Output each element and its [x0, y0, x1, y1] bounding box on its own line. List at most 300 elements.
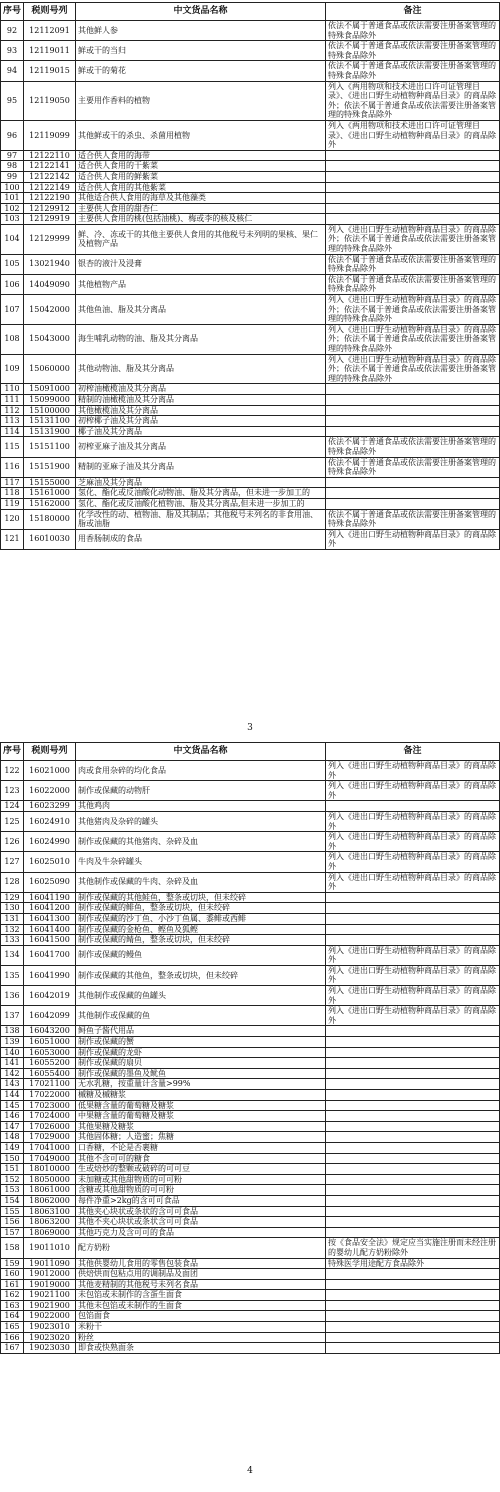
table-row — [1, 1037, 500, 1048]
cell-name: 初榨油橄榄油及其分离品 — [76, 384, 326, 395]
cell-note: 按《食品安全法》规定应当实施注册而未经注册的婴幼儿配方奶粉除外 — [326, 1238, 500, 1258]
cell-no: 160 — [1, 1269, 24, 1280]
cell-code: 13021940 — [24, 254, 76, 274]
cell-name: 即食或快熟面条 — [76, 1343, 326, 1354]
cell-code: 12119099 — [24, 120, 76, 150]
cell-code: 19021100 — [24, 1290, 76, 1301]
cell-name: 其他植物产品 — [76, 274, 326, 294]
cell-code: 17023000 — [24, 1100, 76, 1111]
cell-name: 用香肠制成的食品 — [76, 529, 326, 549]
header-no: 序号 — [1, 743, 24, 761]
table-row — [1, 1026, 500, 1037]
cell-code: 17049000 — [24, 1153, 76, 1164]
cell-code: 15099000 — [24, 394, 76, 405]
cell-note — [326, 924, 500, 935]
table-row — [1, 1132, 500, 1143]
cell-no: 99 — [1, 171, 24, 182]
cell-note — [326, 203, 500, 214]
cell-note: 依法不属于普通食品或依法需要注册备案管理的特殊食品除外 — [326, 509, 500, 529]
table-row — [1, 1311, 500, 1322]
cell-note: 列入《进出口野生动植物种商品目录》的商品除外 — [326, 761, 500, 781]
cell-name: 鲜或干的菊花 — [76, 61, 326, 81]
cell-name: 其他猪肉及杂碎的罐头 — [76, 811, 326, 831]
cell-note — [326, 171, 500, 182]
table-row — [1, 498, 500, 509]
cell-code: 16022000 — [24, 781, 76, 801]
table-row — [1, 1322, 500, 1333]
table-row — [1, 274, 500, 294]
table-row — [1, 1047, 500, 1058]
cell-no: 131 — [1, 913, 24, 924]
cell-no: 138 — [1, 1026, 24, 1037]
cell-code: 15131900 — [24, 426, 76, 437]
table-row — [1, 529, 500, 549]
cell-note: 列入《进出口野生动植物种商品目录》的商品除外；依法不属于普通食品或依法需要注册备案管理的特殊食品除外 — [326, 324, 500, 354]
cell-code: 19012000 — [24, 1269, 76, 1280]
cell-note: 依法不属于普通食品或依法需要注册备案管理的特殊食品除外 — [326, 274, 500, 294]
cell-note: 列入《进出口野生动植物种商品目录》的商品除外；依法不属于普通食品或依法需要注册备案管理的特殊食品除外 — [326, 224, 500, 254]
cell-name: 其他不含可可的糖食 — [76, 1153, 326, 1164]
cell-name: 精制的油橄榄油及其分离品 — [76, 394, 326, 405]
cell-note — [326, 1153, 500, 1164]
table-row — [1, 426, 500, 437]
cell-note: 依法不属于普通食品或依法需要注册备案管理的特殊食品除外 — [326, 457, 500, 477]
cell-note: 特殊医学用途配方食品除外 — [326, 1258, 500, 1269]
cell-code: 16041300 — [24, 913, 76, 924]
cell-name: 供焙烘而包粘点用的调制品及面团 — [76, 1269, 326, 1280]
cell-name: 初榨椰子油及其分离品 — [76, 416, 326, 427]
cell-code: 16041700 — [24, 945, 76, 965]
cell-no: 105 — [1, 254, 24, 274]
cell-code: 15131100 — [24, 416, 76, 427]
cell-name: 制作或保藏的金枪鱼、鲣鱼及狐鲣 — [76, 924, 326, 935]
cell-name: 其他橄榄油及其分离品 — [76, 405, 326, 416]
table-row — [1, 1068, 500, 1079]
cell-no: 143 — [1, 1079, 24, 1090]
cell-code: 19022000 — [24, 1311, 76, 1322]
cell-name: 主要供人食用的桃(包括油桃)、梅或李的核及核仁 — [76, 214, 326, 225]
cell-no: 133 — [1, 935, 24, 946]
table-row — [1, 1343, 500, 1354]
table-row — [1, 61, 500, 81]
cell-name: 制作或保藏的龙虾 — [76, 1047, 326, 1058]
cell-name: 其他鲜人参 — [76, 21, 326, 41]
cell-code: 12119050 — [24, 81, 76, 120]
table-row — [1, 81, 500, 120]
table-row — [1, 872, 500, 892]
table-row — [1, 1195, 500, 1206]
cell-name: 含糖或其他甜物质的可可粉 — [76, 1185, 326, 1196]
header-code: 税则号列 — [24, 743, 76, 761]
page-number: 4 — [247, 1466, 253, 1476]
cell-code: 16051000 — [24, 1037, 76, 1048]
table-row — [1, 811, 500, 831]
cell-no: 113 — [1, 416, 24, 427]
cell-name: 制作或保藏的沙丁鱼、小沙丁鱼属、黍鲱或西鲱 — [76, 913, 326, 924]
cell-note — [326, 488, 500, 499]
cell-name: 海生哺乳动物的油、脂及其分离品 — [76, 324, 326, 354]
cell-code: 18063100 — [24, 1206, 76, 1217]
cell-note — [326, 1185, 500, 1196]
cell-note: 列入《进出口野生动植物种商品目录》的商品除外 — [326, 945, 500, 965]
table-row — [1, 801, 500, 812]
cell-note — [326, 1142, 500, 1153]
cell-no: 140 — [1, 1047, 24, 1058]
cell-no: 101 — [1, 193, 24, 204]
table-row — [1, 324, 500, 354]
cell-note — [326, 935, 500, 946]
table-row — [1, 203, 500, 214]
cell-code: 18062000 — [24, 1195, 76, 1206]
cell-code: 12112091 — [24, 21, 76, 41]
cell-no: 125 — [1, 811, 24, 831]
table-row — [1, 41, 500, 61]
cell-code: 15162000 — [24, 498, 76, 509]
cell-name: 其他动物油、脂及其分离品 — [76, 354, 326, 384]
cell-note — [326, 1322, 500, 1333]
cell-note — [326, 1332, 500, 1343]
table-row — [1, 924, 500, 935]
cell-note: 列入《两用物项和技术进出口许可证管理目录》、《进出口野生动植物种商品目录》的商品除外；依法不属于普通食品或依法需要注册备案管理的特殊食品除外 — [326, 81, 500, 120]
cell-code: 16041990 — [24, 965, 76, 985]
table-row — [1, 1142, 500, 1153]
cell-no: 110 — [1, 384, 24, 395]
cell-name: 椰子油及其分离品 — [76, 426, 326, 437]
cell-name: 氢化、酯化或反油酸化动物油、脂及其分离品，但未进一步加工的 — [76, 488, 326, 499]
cell-note — [326, 477, 500, 488]
cell-name: 制作或保藏的鲭鱼，整条或切块，但未绞碎 — [76, 935, 326, 946]
cell-note — [326, 1195, 500, 1206]
table-row — [1, 150, 500, 161]
cell-code: 12129919 — [24, 214, 76, 225]
cell-name: 其他制作或保藏的鱼罐头 — [76, 986, 326, 1006]
cell-no: 108 — [1, 324, 24, 354]
cell-no: 100 — [1, 182, 24, 193]
cell-no: 127 — [1, 852, 24, 872]
cell-name: 其他鲜或干的杀虫、杀菌用植物 — [76, 120, 326, 150]
cell-no: 109 — [1, 354, 24, 384]
cell-note — [326, 498, 500, 509]
table-row — [1, 1185, 500, 1196]
cell-no: 121 — [1, 529, 24, 549]
cell-code: 15100000 — [24, 405, 76, 416]
cell-note — [326, 1121, 500, 1132]
cell-note: 列入《进出口野生动植物种商品目录》的商品除外 — [326, 1006, 500, 1026]
cell-no: 118 — [1, 488, 24, 499]
cell-code: 16053000 — [24, 1047, 76, 1058]
cell-code: 16055200 — [24, 1058, 76, 1069]
cell-code: 19019000 — [24, 1279, 76, 1290]
cell-code: 16021000 — [24, 761, 76, 781]
cell-code: 15151900 — [24, 457, 76, 477]
cell-code: 17029000 — [24, 1132, 76, 1143]
cell-note: 列入《进出口野生动植物种商品目录》的商品除外；依法不属于普通食品或依法需要注册备案管理的特殊食品除外 — [326, 354, 500, 384]
cell-name: 适合供人食用的海带 — [76, 150, 326, 161]
cell-no: 157 — [1, 1227, 24, 1238]
table-row — [1, 1006, 500, 1026]
table-row — [1, 892, 500, 903]
cell-name: 其他固体糖；人造蜜；焦糖 — [76, 1132, 326, 1143]
cell-code: 17026000 — [24, 1121, 76, 1132]
cell-no: 137 — [1, 1006, 24, 1026]
cell-code: 16025010 — [24, 852, 76, 872]
cell-code: 16023299 — [24, 801, 76, 812]
cell-note: 列入《进出口野生动植物种商品目录》的商品除外 — [326, 781, 500, 801]
cell-no: 167 — [1, 1343, 24, 1354]
cell-code: 14049090 — [24, 274, 76, 294]
cell-name: 制作或保藏的蟹 — [76, 1037, 326, 1048]
cell-no: 165 — [1, 1322, 24, 1333]
cell-name: 适合供人食用的鲜紫菜 — [76, 171, 326, 182]
cell-no: 106 — [1, 274, 24, 294]
cell-note: 依法不属于普通食品或依法需要注册备案管理的特殊食品除外 — [326, 21, 500, 41]
cell-code: 17021100 — [24, 1079, 76, 1090]
cell-no: 104 — [1, 224, 24, 254]
table-row — [1, 416, 500, 427]
table-row — [1, 224, 500, 254]
cell-code: 18010000 — [24, 1164, 76, 1175]
table-row — [1, 1269, 500, 1280]
cell-code: 16041500 — [24, 935, 76, 946]
table-row — [1, 1290, 500, 1301]
table-row — [1, 832, 500, 852]
cell-no: 148 — [1, 1132, 24, 1143]
cell-code: 15042000 — [24, 295, 76, 325]
table-row — [1, 852, 500, 872]
cell-no: 162 — [1, 1290, 24, 1301]
cell-note — [326, 426, 500, 437]
cell-name: 中果糖含量的葡萄糖及糖浆 — [76, 1111, 326, 1122]
cell-no: 116 — [1, 457, 24, 477]
header-code: 税则号列 — [24, 3, 76, 21]
cell-no: 111 — [1, 394, 24, 405]
table-row — [1, 437, 500, 457]
cell-code: 16024990 — [24, 832, 76, 852]
cell-name: 其他鱼油、脂及其分离品 — [76, 295, 326, 325]
header-name: 中文货品名称 — [76, 3, 326, 21]
cell-note — [326, 214, 500, 225]
table-row — [1, 935, 500, 946]
cell-name: 槭糖及槭糖浆 — [76, 1090, 326, 1101]
table-row — [1, 1258, 500, 1269]
table-row — [1, 182, 500, 193]
cell-name: 主要用作香料的植物 — [76, 81, 326, 120]
cell-name: 制作或保藏的其他鱼，整条或切块，但未绞碎 — [76, 965, 326, 985]
header-note: 备注 — [326, 743, 500, 761]
cell-note — [326, 1068, 500, 1079]
cell-no: 141 — [1, 1058, 24, 1069]
cell-no: 134 — [1, 945, 24, 965]
cell-code: 19023020 — [24, 1332, 76, 1343]
cell-no: 136 — [1, 986, 24, 1006]
table-row — [1, 405, 500, 416]
table-row — [1, 214, 500, 225]
cell-name: 氢化、酯化或反油酸化植物油、脂及其分离品,但未进一步加工的 — [76, 498, 326, 509]
cell-code: 19021900 — [24, 1300, 76, 1311]
header-note: 备注 — [326, 3, 500, 21]
table-row — [1, 1058, 500, 1069]
table-row — [1, 903, 500, 914]
page-top — [0, 2, 500, 550]
cell-note — [326, 1206, 500, 1217]
cell-no: 95 — [1, 81, 24, 120]
cell-code: 16025090 — [24, 872, 76, 892]
cell-code: 19023030 — [24, 1343, 76, 1354]
cell-note — [326, 394, 500, 405]
cell-note — [326, 1300, 500, 1311]
cell-name: 其他鸡肉 — [76, 801, 326, 812]
cell-no: 126 — [1, 832, 24, 852]
cell-note — [326, 182, 500, 193]
cell-note: 列入《进出口野生动植物种商品目录》的商品除外 — [326, 965, 500, 985]
table-row — [1, 1227, 500, 1238]
cell-note — [326, 1164, 500, 1175]
table-row — [1, 1079, 500, 1090]
cell-no: 122 — [1, 761, 24, 781]
cell-note: 列入《进出口野生动植物种商品目录》的商品除外 — [326, 986, 500, 1006]
cell-no: 154 — [1, 1195, 24, 1206]
cell-code: 16024910 — [24, 811, 76, 831]
cell-name: 精制的亚麻子油及其分离品 — [76, 457, 326, 477]
cell-note: 依法不属于普通食品或依法需要注册备案管理的特殊食品除外 — [326, 41, 500, 61]
cell-note: 依法不属于普通食品或依法需要注册备案管理的特殊食品除外 — [326, 254, 500, 274]
cell-name: 其他制作或保藏的牛肉、杂碎及血 — [76, 872, 326, 892]
table-row — [1, 1238, 500, 1258]
table-row — [1, 295, 500, 325]
cell-name: 其他巧克力及含可可的食品 — [76, 1227, 326, 1238]
cell-code: 12122142 — [24, 171, 76, 182]
cell-note: 依法不属于普通食品或依法需要注册备案管理的特殊食品除外 — [326, 61, 500, 81]
cell-no: 132 — [1, 924, 24, 935]
cell-note — [326, 1290, 500, 1301]
cell-name: 其他夹心块状或条状的含可可食品 — [76, 1206, 326, 1217]
cell-code: 16042019 — [24, 986, 76, 1006]
cell-no: 119 — [1, 498, 24, 509]
cell-note — [326, 1311, 500, 1322]
table-header-row — [1, 3, 500, 21]
cell-note: 列入《进出口野生动植物种商品目录》的商品除外 — [326, 872, 500, 892]
table-row — [1, 171, 500, 182]
cell-no: 112 — [1, 405, 24, 416]
cell-code: 15155000 — [24, 477, 76, 488]
table-body — [1, 21, 500, 550]
cell-code: 12122190 — [24, 193, 76, 204]
table-row — [1, 394, 500, 405]
cell-no: 164 — [1, 1311, 24, 1322]
table-row — [1, 488, 500, 499]
cell-name: 配方奶粉 — [76, 1238, 326, 1258]
cell-note — [326, 1227, 500, 1238]
cell-code: 17041000 — [24, 1142, 76, 1153]
cell-note — [326, 1037, 500, 1048]
cell-code: 17022000 — [24, 1090, 76, 1101]
table-row — [1, 509, 500, 529]
cell-no: 151 — [1, 1164, 24, 1175]
cell-no: 155 — [1, 1206, 24, 1217]
cell-no: 159 — [1, 1258, 24, 1269]
table-row — [1, 457, 500, 477]
cell-name: 制作或保藏的其他鲑鱼，整条或切块，但未绞碎 — [76, 892, 326, 903]
cell-name: 低果糖含量的葡萄糖及糖浆 — [76, 1100, 326, 1111]
cell-code: 12129999 — [24, 224, 76, 254]
cell-code: 12122149 — [24, 182, 76, 193]
cell-code: 12122141 — [24, 161, 76, 172]
table-row — [1, 1217, 500, 1228]
cell-code: 15060000 — [24, 354, 76, 384]
table-row — [1, 965, 500, 985]
cell-code: 18063200 — [24, 1217, 76, 1228]
cell-note — [326, 1269, 500, 1280]
cell-name: 肉或食用杂碎的均化食品 — [76, 761, 326, 781]
cell-name: 其他供婴幼儿食用的零售包装食品 — [76, 1258, 326, 1269]
cell-no: 117 — [1, 477, 24, 488]
cell-name: 制作或保藏的鲱鱼，整条或切块，但未绞碎 — [76, 903, 326, 914]
cell-name: 生或焙炒的整颗或破碎的可可豆 — [76, 1164, 326, 1175]
cell-note — [326, 1047, 500, 1058]
cell-no: 163 — [1, 1300, 24, 1311]
cell-code: 16041200 — [24, 903, 76, 914]
table-row — [1, 1332, 500, 1343]
table-row — [1, 913, 500, 924]
cell-name: 主要供人食用的甜杏仁 — [76, 203, 326, 214]
cell-no: 166 — [1, 1332, 24, 1343]
cell-note — [326, 801, 500, 812]
cell-code: 15151100 — [24, 437, 76, 457]
cell-note — [326, 892, 500, 903]
cell-no: 146 — [1, 1111, 24, 1122]
cell-no: 94 — [1, 61, 24, 81]
table-row — [1, 193, 500, 204]
cell-note — [326, 903, 500, 914]
header-name: 中文货品名称 — [76, 743, 326, 761]
table-row — [1, 1153, 500, 1164]
cell-no: 135 — [1, 965, 24, 985]
cell-no: 145 — [1, 1100, 24, 1111]
cell-code: 12122110 — [24, 150, 76, 161]
cell-name: 未加糖或其他甜物质的可可粉 — [76, 1174, 326, 1185]
cell-note — [326, 1090, 500, 1101]
table-header-row — [1, 743, 500, 761]
cell-name: 包馅面食 — [76, 1311, 326, 1322]
table-row — [1, 1164, 500, 1175]
cell-code: 12129912 — [24, 203, 76, 214]
cell-name: 制作或保藏的其他猪肉、杂碎及血 — [76, 832, 326, 852]
table-row — [1, 254, 500, 274]
table-row — [1, 1090, 500, 1101]
cell-name: 芝麻油及其分离品 — [76, 477, 326, 488]
cell-note — [326, 1111, 500, 1122]
cell-note — [326, 384, 500, 395]
cell-no: 123 — [1, 781, 24, 801]
table-row — [1, 1121, 500, 1132]
table-row — [1, 761, 500, 781]
cell-note: 列入《进出口野生动植物种商品目录》的商品除外 — [326, 832, 500, 852]
cell-code: 18050000 — [24, 1174, 76, 1185]
cell-no: 107 — [1, 295, 24, 325]
cell-no: 98 — [1, 161, 24, 172]
cell-note: 列入《进出口野生动植物种商品目录》的商品除外 — [326, 811, 500, 831]
cell-no: 115 — [1, 437, 24, 457]
table-row — [1, 21, 500, 41]
cell-code: 16010030 — [24, 529, 76, 549]
cell-note — [326, 150, 500, 161]
cell-note — [326, 1217, 500, 1228]
cell-no: 92 — [1, 21, 24, 41]
cell-name: 其他不夹心块状或条状含可可食品 — [76, 1217, 326, 1228]
table-row — [1, 1300, 500, 1311]
cell-code: 16043200 — [24, 1026, 76, 1037]
cell-note — [326, 161, 500, 172]
